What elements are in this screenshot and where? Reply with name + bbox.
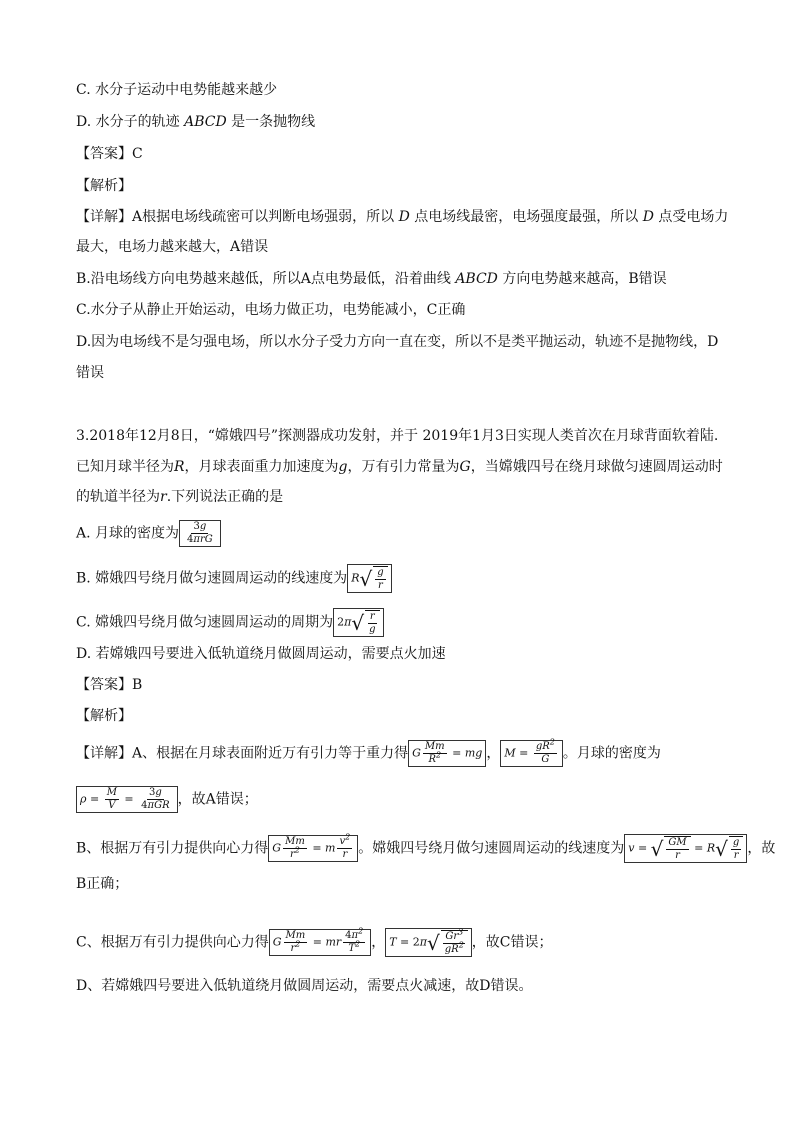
period-formula: 2π √ $\frac{r}{g}$: [333, 608, 383, 637]
q3-detail-b-line1: B、根据万有引力提供向心力得 G $\frac{Mm}{r^2}$ = m $\frac{v^2}{r}$ 。嫦娥四号绕月做匀速圆周运动的线速度为 v = √ $\frac{GM}{r}$ = R √ $\frac{g}{r}$ ，故: [76, 832, 776, 861]
q3-option-c: C. 嫦娥四号绕月做匀速圆周运动的周期为 2π √ $\frac{r}{g}$: [76, 608, 384, 637]
density-formula: $\frac{3g}{\text{4πrG}}$: [179, 520, 221, 547]
q3-option-b: B. 嫦娥四号绕月做匀速圆周运动的线速度为 R √ $\frac{g}{r}$: [76, 564, 392, 593]
q3-stem-line1: 3.2018年12月8日，“嫦娥四号”探测器成功发射，并于 2019年1月3日实现人类首次在月球背面软着陆.: [76, 428, 719, 444]
q2-answer: 【答案】C: [76, 146, 143, 162]
q3-answer: 【答案】B: [76, 677, 143, 693]
q3-detail-d: D、若嫦娥四号要进入低轨道绕月做圆周运动，需要点火减速，故D错误。: [76, 978, 533, 994]
q3-detail-b-line2: B正确；: [76, 876, 129, 892]
q3-option-d: D. 若嫦娥四号要进入低轨道绕月做圆周运动，需要点火加速: [76, 646, 446, 662]
q3-stem-line2: 已知月球半径为R，月球表面重力加速度为g，万有引力常量为G，当嫦娥四号在绕月球做匀速圆周运动时: [76, 459, 723, 475]
q3-stem-line3: 的轨道半径为r.下列说法正确的是: [76, 489, 284, 505]
q2-detail-c: C.水分子从静止开始运动，电场力做正功，电势能减小，C正确: [76, 302, 466, 318]
moon-density-formula: ρ = $\frac{M}{V}$ = $\frac{3g}{\text{4πGR}}$: [76, 786, 178, 813]
q2-analysis-heading: 【解析】: [76, 178, 132, 194]
q2-detail-b: B.沿电场线方向电势越来越低，所以A点电势最低，沿着曲线 ABCD 方向电势越来越高，B错误: [76, 271, 667, 287]
velocity-formula: R √ $\frac{g}{r}$: [347, 564, 391, 593]
centripetal-velocity-formula: G $\frac{Mm}{r^2}$ = m $\frac{v^2}{r}$: [268, 835, 358, 862]
moon-mass-formula: M = $\frac{gR^2}{G}$: [500, 740, 563, 767]
orbital-velocity-formula: v = √ $\frac{GM}{r}$ = R √ $\frac{g}{r}$: [624, 834, 747, 863]
q2-detail-a-line1: 【详解】A根据电场线疏密可以判断电场强弱，所以 D 点电场线最密，电场强度最强，所以 D 点受电场力: [76, 209, 729, 225]
q2-option-d: D. 水分子的轨迹 ABCD 是一条抛物线: [76, 114, 316, 130]
q3-option-a: A. 月球的密度为 $\frac{3g}{\text{4πrG}}$: [76, 520, 221, 547]
q2-detail-d-line1: D.因为电场线不是匀强电场，所以水分子受力方向一直在变，所以不是类平抛运动，轨迹不是抛物线，D: [76, 334, 719, 350]
q3-detail-a-line1: 【详解】A、根据在月球表面附近万有引力等于重力得 G $\frac{Mm}{R^2}$ = mg ， M = $\frac{gR^2}{G}$ 。月球的密度为: [76, 737, 661, 765]
q2-detail-d-line2: 错误: [76, 365, 104, 381]
gravity-equals-weight-formula: G $\frac{Mm}{R^2}$ = mg: [408, 740, 486, 767]
q2-detail-a-line2: 最大，电场力越来越大，A错误: [76, 239, 269, 255]
q3-analysis-heading: 【解析】: [76, 708, 132, 724]
centripetal-period-formula: G $\frac{Mm}{r^2}$ = mr $\frac{4\pi^2}{T^2}$: [269, 929, 372, 956]
orbital-period-formula: T = 2π √ $\frac{Gr^3}{gR^2}$: [385, 928, 472, 957]
q3-detail-a-line2: ρ = $\frac{M}{V}$ = $\frac{3g}{\text{4πGR}}$ ，故A错误；: [76, 786, 258, 813]
q3-detail-c: C、根据万有引力提供向心力得 G $\frac{Mm}{r^2}$ = mr $\frac{4\pi^2}{T^2}$ ， T = 2π √ $\frac{Gr^3}{gR^2}$ ，故C错误；: [76, 926, 553, 955]
q2-option-c: C. 水分子运动中电势能越来越少: [76, 82, 278, 98]
